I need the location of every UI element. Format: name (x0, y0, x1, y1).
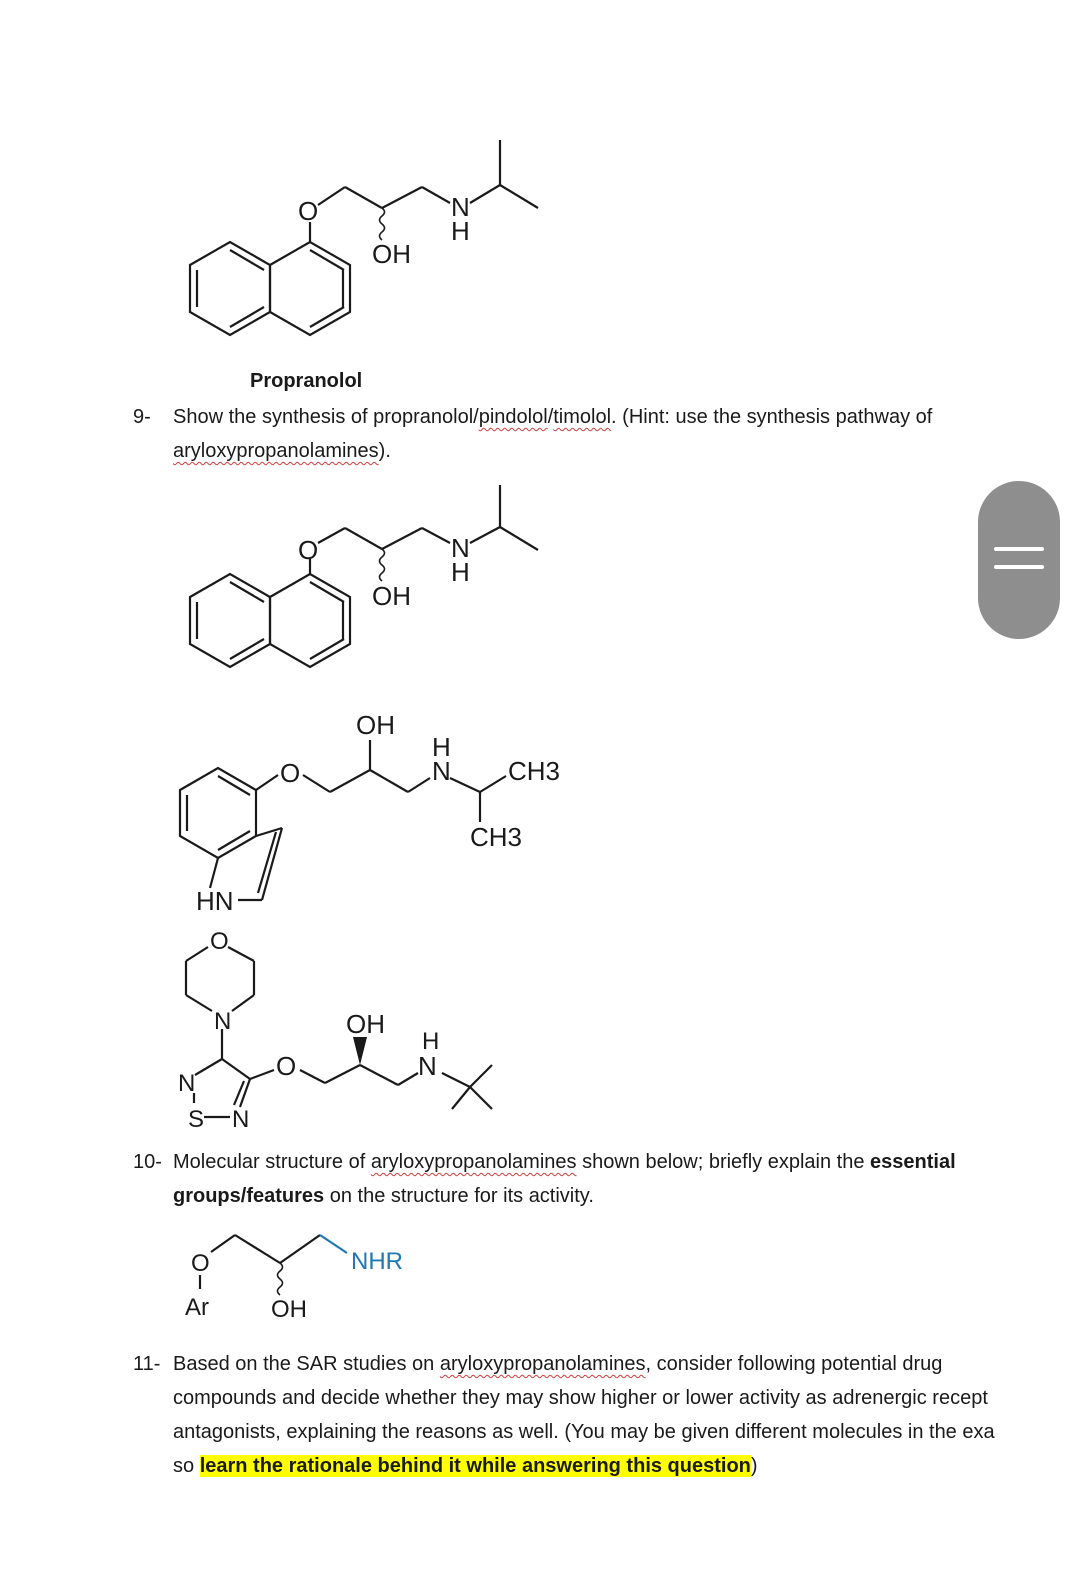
mol-atom-oh: OH (372, 239, 411, 269)
scroll-handle[interactable] (978, 481, 1060, 639)
mol-atom-n: N (178, 1070, 196, 1097)
propranolol-structure-top (160, 130, 580, 370)
q10-text-end: on the structure for its activity. (324, 1185, 594, 1207)
mol-atom-o: O (298, 535, 319, 565)
mol-atom-h: H (432, 732, 451, 762)
q9-term-aryloxypropanolamines: aryloxypropanolamines (173, 440, 379, 462)
mol-atom-oh: OH (271, 1296, 307, 1323)
q11-line-2: compounds and decide whether they may show higher or lower activity as adrenergic recept (173, 1387, 988, 1409)
handle-grip-line (994, 547, 1044, 551)
mol-group-ar: Ar (185, 1294, 209, 1321)
question-number: 11- (133, 1353, 161, 1375)
mol-atom-n: N (232, 1106, 250, 1133)
propranolol-caption: Propranolol (250, 370, 363, 392)
mol-atom-h: H (422, 1028, 440, 1055)
q9-end: ). (378, 440, 391, 462)
mol-atom-n: N (451, 533, 470, 563)
q11-text-cont: , consider following potential drug (645, 1353, 943, 1375)
general-aryloxypropanolamine-structure (175, 1225, 435, 1330)
mol-atom-n: N (418, 1051, 437, 1081)
mol-group-ch3: CH3 (470, 822, 523, 852)
q9-term-timolol: timolol (553, 406, 612, 428)
question-9 (133, 400, 1053, 470)
q9-text: Show the synthesis of propranolol/ (173, 406, 479, 428)
timolol-structure (160, 925, 540, 1145)
q9-term-pindolol: pindolol (478, 406, 548, 428)
mol-atom-o: O (298, 196, 319, 226)
mol-atom-n: N (451, 192, 470, 222)
q10-bold-essential: essential (870, 1151, 956, 1173)
mol-atom-hn: HN (196, 886, 234, 916)
q10-term-aryloxypropanolamines: aryloxypropanolamines (370, 1151, 577, 1173)
mol-atom-h: H (451, 557, 470, 587)
q9-hint: . (Hint: use the synthesis pathway of (611, 406, 933, 428)
q11-text-so: so (173, 1455, 200, 1477)
q11-term-aryloxypropanolamines: aryloxypropanolamines (439, 1353, 646, 1375)
mol-atom-o: O (276, 1051, 297, 1081)
question-11 (133, 1347, 1080, 1487)
pindolol-structure (170, 700, 590, 920)
mol-atom-oh: OH (356, 710, 395, 740)
mol-atom-h: H (451, 216, 470, 246)
handle-grip-line (994, 565, 1044, 569)
mol-atom-n: N (432, 756, 451, 786)
q11-line-3: antagonists, explaining the reasons as well. (You may be given different molecules in the exa (173, 1421, 995, 1443)
question-number: 10- (133, 1151, 162, 1173)
propranolol-structure (160, 475, 580, 695)
q11-text: Based on the SAR studies on (173, 1353, 440, 1375)
mol-atom-o: O (191, 1250, 210, 1277)
mol-atom-s: S (188, 1106, 205, 1133)
q10-text: Molecular structure of (173, 1151, 371, 1173)
mol-atom-oh: OH (346, 1009, 385, 1039)
q10-bold-groups: groups/features (173, 1185, 325, 1207)
mol-group-ch3: CH3 (508, 756, 561, 786)
q11-highlight: learn the rationale behind it while answering this question (199, 1455, 751, 1477)
mol-atom-oh: OH (372, 581, 411, 611)
q10-text-cont: shown below; briefly explain the (576, 1151, 871, 1173)
mol-atom-n: N (214, 1008, 232, 1035)
mol-atom-o: O (210, 928, 229, 955)
mol-group-nhr: NHR (351, 1248, 403, 1275)
question-number: 9- (133, 406, 151, 428)
mol-atom-o: O (280, 758, 301, 788)
q9-slash: / (547, 406, 554, 428)
question-10 (133, 1145, 1053, 1215)
q11-end: ) (750, 1455, 758, 1477)
